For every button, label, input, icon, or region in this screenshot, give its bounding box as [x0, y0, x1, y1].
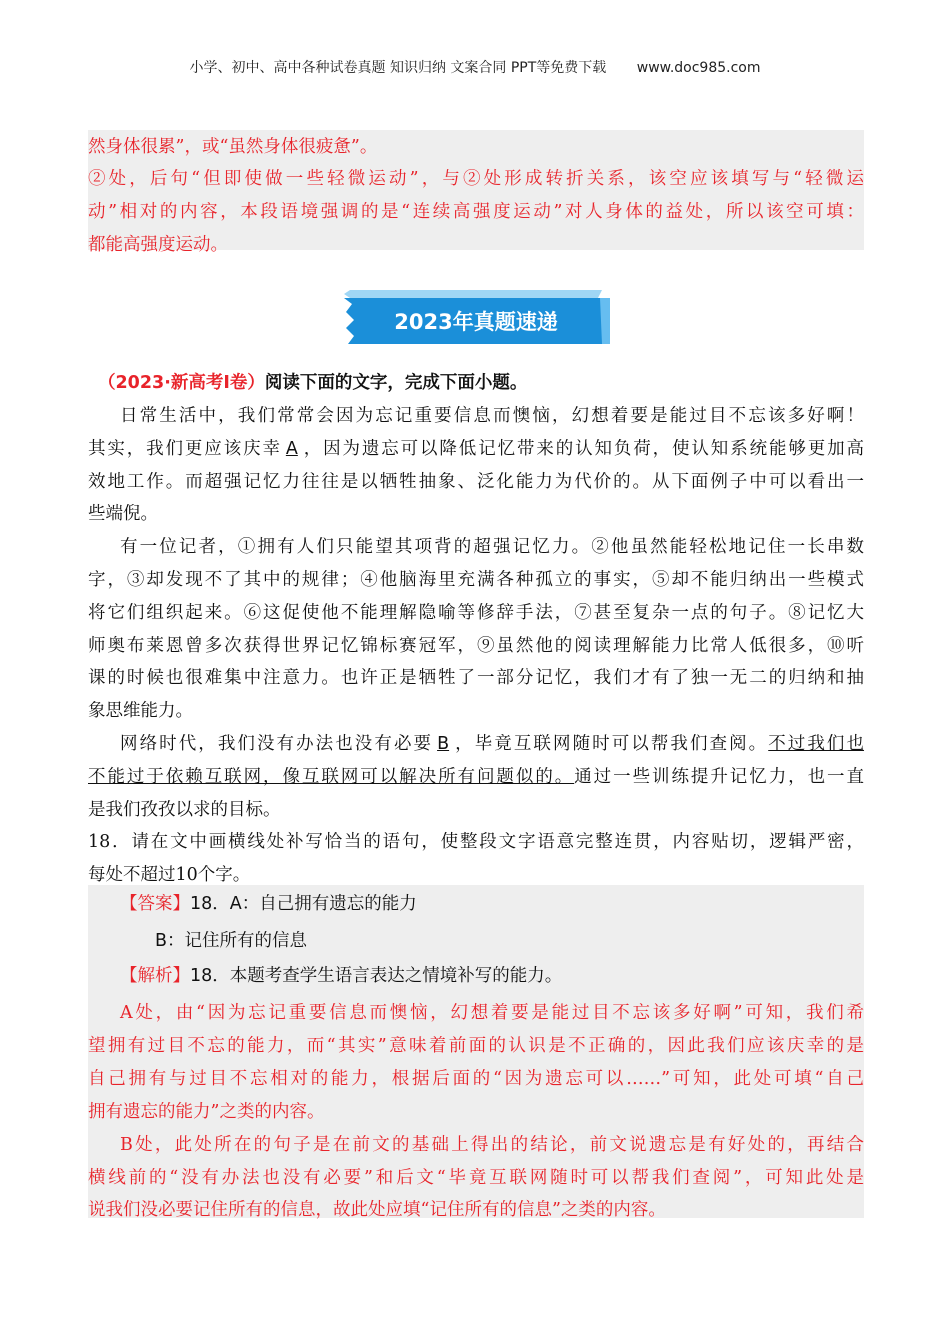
- analysis-b-line-1: B处，此处所在的句子是在前文的基础上得出的结论，前文说遗忘是有好处的，再结合: [120, 1135, 864, 1155]
- passage-p1-line-2: 其实，我们更应该庆幸 A ，因为遗忘可以降低记忆带来的认知负荷，使认知系统能够更加高: [88, 439, 865, 459]
- answer-label: 【答案】: [120, 894, 190, 914]
- passage-p2-line-6: 象思维能力。: [88, 701, 193, 721]
- header-text: 小学、初中、高中各种试卷真题 知识归纳 文案合同 PPT等免费下载: [189, 60, 607, 76]
- passage-p2-line-3: 将它们组织起来。⑥这促使他不能理解隐喻等修辞手法，⑦甚至复杂一点的句子。⑧记忆大: [88, 603, 864, 623]
- analysis-a-line-1: A处，由“因为忘记重要信息而懊恼，幻想着要是能过目不忘该多好啊”可知，我们希: [120, 1003, 864, 1023]
- question-source: （2023·新高考Ⅰ卷）: [98, 373, 265, 393]
- passage-p3-line-2: 不能过于依赖互联网，像互联网可以解决所有问题似的。通过一些训练提升记忆力，也一直: [88, 767, 864, 787]
- top-line-2: ②处，后句“但即使做一些轻微运动”，与②处形成转折关系，该空应该填写与“轻微运: [88, 169, 864, 189]
- passage-p2-line-1: 有一位记者，①拥有人们只能望其项背的超强记忆力。②他虽然能轻松地记住一长串数: [120, 537, 864, 557]
- header-site[interactable]: www.doc985.com: [636, 60, 761, 76]
- top-line-3: 动”相对的内容，本段语境强调的是“连续高强度运动”对人身体的益处，所以该空可填：: [88, 202, 864, 222]
- passage-p2-line-4: 师奥布莱恩曾多次获得世界记忆锦标赛冠军，⑨虽然他的阅读理解能力比常人低很多，⑩听: [88, 636, 864, 656]
- passage-p1-line-1: 日常生活中，我们常常会因为忘记重要信息而懊恼，幻想着要是能过目不忘该多好啊！: [120, 406, 864, 426]
- top-line-1: 然身体很累”，或“虽然身体很疲惫”。: [88, 137, 378, 157]
- answer-line-a: 【答案】18．A：自己拥有遗忘的能力: [120, 894, 417, 914]
- answer-line-b: B：记住所有的信息: [155, 931, 308, 951]
- banner-title: 2023年真题速递: [394, 310, 558, 334]
- passage-p2-line-2: 字，③却发现不了其中的规律；④他脑海里充满各种孤立的事实，⑤却不能归纳出一些模式: [88, 570, 864, 590]
- question-title: [98, 369, 527, 394]
- question-18-line-2: 每处不超过10个字。: [88, 865, 251, 885]
- banner-back-tab: [344, 290, 602, 298]
- underlined-sentence-end: 不能过于依赖互联网，像互联网可以解决所有问题似的。: [88, 767, 575, 787]
- passage-p1-line-4: 些端倪。: [88, 504, 158, 524]
- page-header: [0, 57, 950, 77]
- analysis-intro-line: 【解析】18．本题考查学生语言表达之情境补写的能力。: [120, 966, 563, 986]
- top-line-4: 都能高强度运动。: [88, 235, 228, 255]
- analysis-b-line-3: 说我们没必要记住所有的信息，故此处应填“记住所有的信息”之类的内容。: [88, 1200, 666, 1220]
- analysis-b-line-2: 横线前的“没有办法也没有必要”和后文“毕竟互联网随时可以帮我们查阅”，可知此处是: [88, 1168, 864, 1188]
- blank-a: A: [285, 439, 298, 459]
- analysis-a-line-4: 拥有遗忘的能力”之类的内容。: [88, 1102, 325, 1122]
- blank-b: B: [437, 734, 450, 754]
- analysis-label: 【解析】: [120, 966, 190, 986]
- passage-p3-line-3: 是我们孜孜以求的目标。: [88, 800, 281, 820]
- passage-p3-line-1: 网络时代，我们没有办法也没有必要 B ，毕竟互联网随时可以帮我们查阅。不过我们也: [120, 734, 865, 754]
- passage-p2-line-5: 课的时候也很难集中注意力。也许正是牺牲了一部分记忆，我们才有了独一无二的归纳和抽: [88, 668, 864, 688]
- underlined-sentence-start: 不过我们也: [768, 734, 865, 754]
- question-18-line-1: 18．请在文中画横线处补写恰当的语句，使整段文字语意完整连贯，内容贴切，逻辑严密，: [88, 832, 864, 852]
- analysis-a-line-3: 自己拥有与过目不忘相对的能力，根据后面的“因为遗忘可以……”可知，此处可填“自己: [88, 1069, 864, 1089]
- question-instruction: 阅读下面的文字，完成下面小题。: [264, 373, 528, 393]
- passage-p1-line-3: 效地工作。而超强记忆力往往是以牺牲抽象、泛化能力为代价的。从下面例子中可以看出一: [88, 472, 864, 492]
- analysis-a-line-2: 望拥有过目不忘的能力，而“其实”意味着前面的认识是不正确的，因此我们应该庆幸的是: [88, 1036, 864, 1056]
